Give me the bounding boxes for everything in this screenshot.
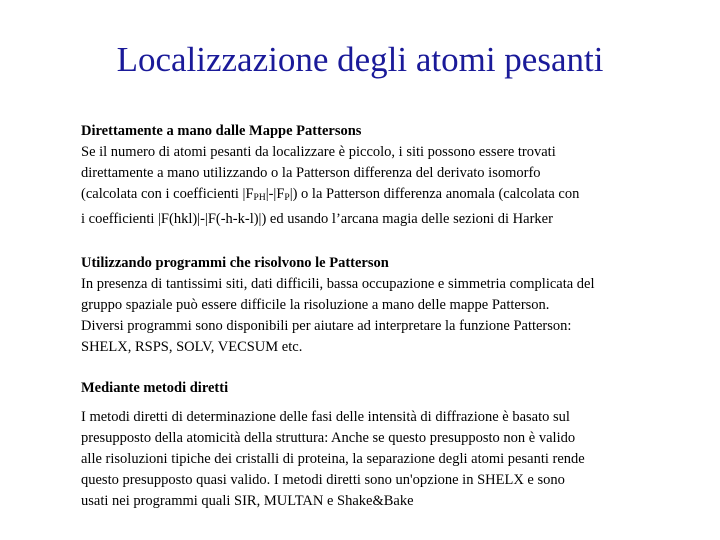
section-direct-patterson — [81, 121, 661, 230]
section-patterson-programs — [81, 253, 661, 358]
slide-title: Localizzazione degli atomi pesanti — [116, 40, 604, 79]
text-line: usati nei programmi quali SIR, MULTAN e Shake&Bake — [81, 493, 414, 509]
subscript-p: P — [284, 193, 290, 203]
text-line: alle risoluzioni tipiche dei cristalli di proteina, la separazione degli atomi pesanti rende — [81, 451, 585, 467]
text-line-with-subscripts — [81, 184, 661, 209]
text-fragment: (calcolata con i coefficienti |F — [81, 186, 254, 202]
text-fragment: |-|F — [265, 186, 285, 202]
text-line: Se il numero di atomi pesanti da localizzare è piccolo, i siti possono essere trovati — [81, 144, 556, 160]
section-heading: Direttamente a mano dalle Mappe Pattersons — [81, 123, 362, 139]
text-line: direttamente a mano utilizzando o la Patterson differenza del derivato isomorfo — [81, 165, 541, 181]
subscript-ph: PH — [253, 193, 266, 203]
section-direct-methods — [81, 378, 661, 512]
text-line: i coefficienti |F(hkl)|-|F(-h-k-l)|) ed usando l’arcana magia delle sezioni di Harker — [81, 211, 553, 227]
text-line: gruppo spaziale può essere difficile la risoluzione a mano delle mappe Patterson. — [81, 297, 550, 313]
text-line: questo presupposto quasi valido. I metodi diretti sono un'opzione in SHELX e sono — [81, 472, 565, 488]
text-fragment: |) o la Patterson differenza anomala (calcolata con — [289, 186, 580, 202]
text-line: In presenza di tantissimi siti, dati difficili, bassa occupazione e simmetria complicata del — [81, 276, 595, 292]
section-heading: Mediante metodi diretti — [81, 380, 229, 396]
text-line: I metodi diretti di determinazione delle fasi delle intensità di diffrazione è basato sul — [81, 409, 570, 425]
text-line: Diversi programmi sono disponibili per aiutare ad interpretare la funzione Patterson: — [81, 318, 572, 334]
section-heading: Utilizzando programmi che risolvono le Patterson — [81, 255, 389, 271]
text-line: presupposto della atomicità della struttura: Anche se questo presupposto non è valido — [81, 430, 576, 446]
text-line: SHELX, RSPS, SOLV, VECSUM etc. — [81, 339, 303, 355]
